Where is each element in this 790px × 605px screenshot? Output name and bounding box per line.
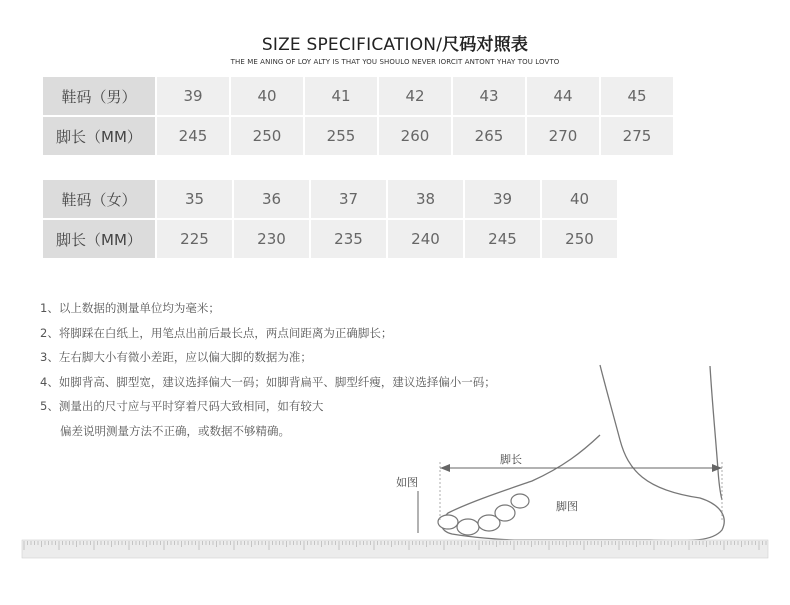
men-length-cell: 245 — [157, 117, 229, 155]
men-size-cell: 40 — [231, 77, 303, 115]
women-length-label: 脚长（MM） — [43, 220, 155, 258]
men-size-cell: 42 — [379, 77, 451, 115]
diagram-label-example: 如图 — [396, 476, 418, 489]
men-length-cell: 275 — [601, 117, 673, 155]
women-size-row — [43, 180, 617, 218]
women-length-row — [43, 220, 617, 258]
note-item: 2、将脚踩在白纸上，用笔点出前后最长点，两点间距离为正确脚长； — [40, 325, 393, 340]
men-size-table — [41, 75, 675, 157]
women-length-cell: 250 — [542, 220, 617, 258]
title-cn: 尺码对照表 — [442, 35, 529, 55]
men-size-label: 鞋码（男） — [43, 77, 155, 115]
women-size-cell: 35 — [157, 180, 232, 218]
women-length-cell: 235 — [311, 220, 386, 258]
page-subtitle: THE ME ANING OF LOY ALTY IS THAT YOU SHOULO NEVER IORCIT ANTONT YHAY TOU LOVTO — [230, 58, 560, 66]
women-size-label: 鞋码（女） — [43, 180, 155, 218]
note-item: 4、如脚背高、脚型宽，建议选择偏大一码；如脚背扁平、脚型纤瘦，建议选择偏小一码； — [40, 374, 496, 389]
men-length-label: 脚长（MM） — [43, 117, 155, 155]
measurement-notes — [40, 296, 496, 443]
men-length-cell: 270 — [527, 117, 599, 155]
women-size-cell: 38 — [388, 180, 463, 218]
women-size-table — [41, 178, 619, 260]
women-size-cell: 40 — [542, 180, 617, 218]
men-size-cell: 44 — [527, 77, 599, 115]
men-length-cell: 265 — [453, 117, 525, 155]
page-title — [0, 30, 790, 55]
women-size-cell: 36 — [234, 180, 309, 218]
men-size-cell: 45 — [601, 77, 673, 115]
women-length-cell: 230 — [234, 220, 309, 258]
note-item: 1、以上数据的测量单位均为毫米； — [40, 301, 220, 315]
diagram-label-foot-length: 脚长 — [500, 453, 522, 466]
men-length-cell: 250 — [231, 117, 303, 155]
note-item: 3、左右脚大小有微小差距，应以偏大脚的数据为准； — [40, 350, 312, 364]
ruler — [22, 540, 768, 558]
men-length-cell: 260 — [379, 117, 451, 155]
men-length-cell: 255 — [305, 117, 377, 155]
women-length-cell: 225 — [157, 220, 232, 258]
men-size-row — [43, 77, 673, 115]
note-item: 5、测量出的尺寸应与平时穿着尺码大致相同，如有较大 — [40, 399, 324, 413]
note-item-continuation: 偏差说明测量方法不正确，或数据不够精确。 — [60, 423, 290, 438]
diagram-label-foot-outline: 脚图 — [556, 500, 578, 513]
women-length-cell: 245 — [465, 220, 540, 258]
women-length-cell: 240 — [388, 220, 463, 258]
men-size-cell: 43 — [453, 77, 525, 115]
men-size-cell: 39 — [157, 77, 229, 115]
men-length-row — [43, 117, 673, 155]
title-en: SIZE SPECIFICATION/ — [261, 35, 443, 55]
women-size-cell: 39 — [465, 180, 540, 218]
women-size-cell: 37 — [311, 180, 386, 218]
men-size-cell: 41 — [305, 77, 377, 115]
